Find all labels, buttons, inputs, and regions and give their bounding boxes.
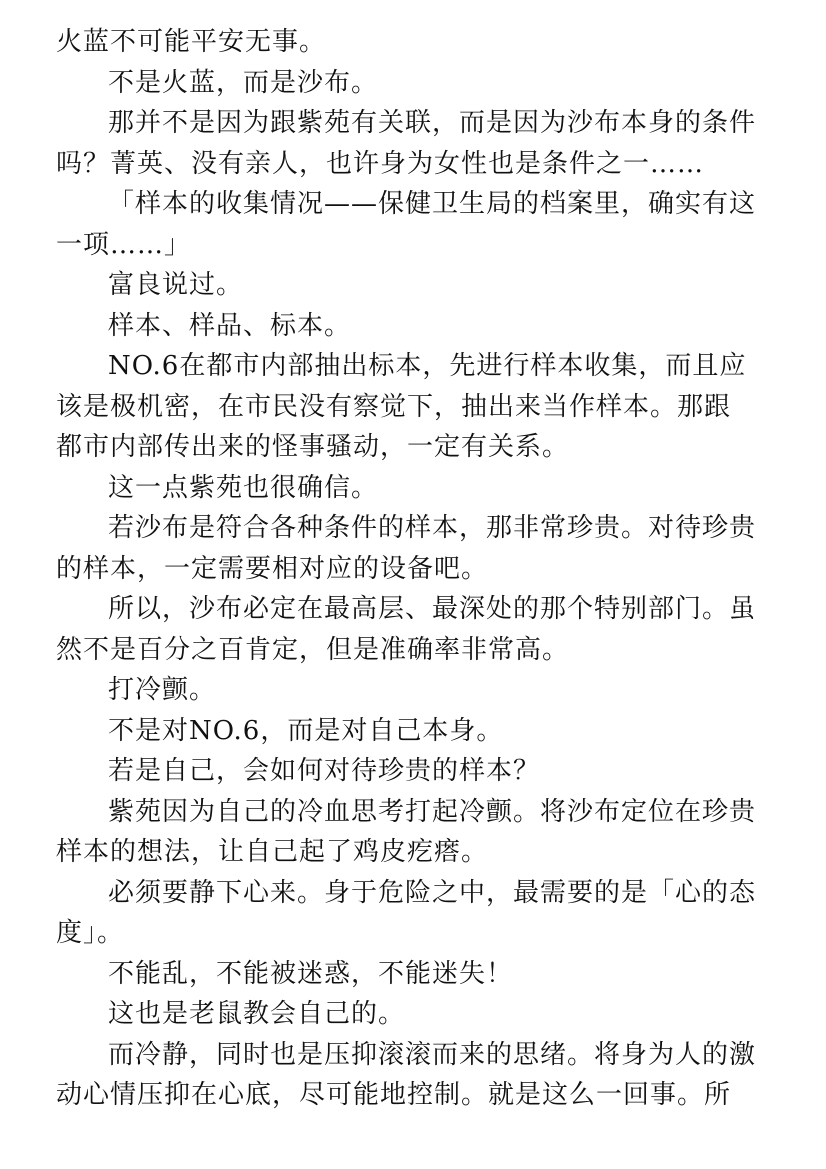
paragraph-16: 不能乱，不能被迷惑，不能迷失！ — [108, 958, 514, 989]
paragraph-8: 这一点紫苑也很确信。 — [108, 472, 379, 503]
page-text-body — [56, 22, 756, 1116]
paragraph-5: 富良说过。 — [108, 270, 244, 300]
paragraph-7: NO.6在都市内部抽出标本，先进行样本收集，而且应该是极机密，在市民没有察觉下，抽出来当作样本。那跟都市内部传出来的怪事骚动，一定有关系。 — [56, 351, 747, 462]
paragraph-13: 若是自己，会如何对待珍贵的样本？ — [108, 756, 541, 786]
paragraph-1: 火蓝不可能平安无事。 — [56, 27, 327, 57]
paragraph-2: 不是火蓝，而是沙布。 — [108, 67, 379, 98]
paragraph-15: 必须要静下心来。身于危险之中，最需要的是「心的态度」。 — [56, 877, 757, 948]
paragraph-6: 样本、样品、标本。 — [108, 310, 352, 341]
paragraph-17: 这也是老鼠教会自己的。 — [108, 999, 406, 1029]
paragraph-11: 打冷颤。 — [108, 675, 217, 705]
paragraph-12: 不是对NO.6，而是对自己本身。 — [108, 715, 504, 746]
paragraph-18: 而冷静，同时也是压抑滚滚而来的思绪。将身为人的激动心情压抑在心底，尽可能地控制。就是这么一回事。所 — [56, 1039, 757, 1110]
paragraph-3: 那并不是因为跟紫苑有关联，而是因为沙布本身的条件吗？菁英、没有亲人，也许身为女性也是条件之一…… — [56, 108, 757, 179]
paragraph-14: 紫苑因为自己的冷血思考打起冷颤。将沙布定位在珍贵样本的想法，让自己起了鸡皮疙瘩。 — [56, 796, 757, 867]
paragraph-4: 「样本的收集情况——保健卫生局的档案里，确实有这一项……」 — [56, 189, 757, 260]
paragraph-10: 所以，沙布必定在最高层、最深处的那个特别部门。虽然不是百分之百肯定，但是准确率非常高。 — [56, 594, 757, 665]
paragraph-9: 若沙布是符合各种条件的样本，那非常珍贵。对待珍贵的样本，一定需要相对应的设备吧。 — [56, 513, 757, 584]
